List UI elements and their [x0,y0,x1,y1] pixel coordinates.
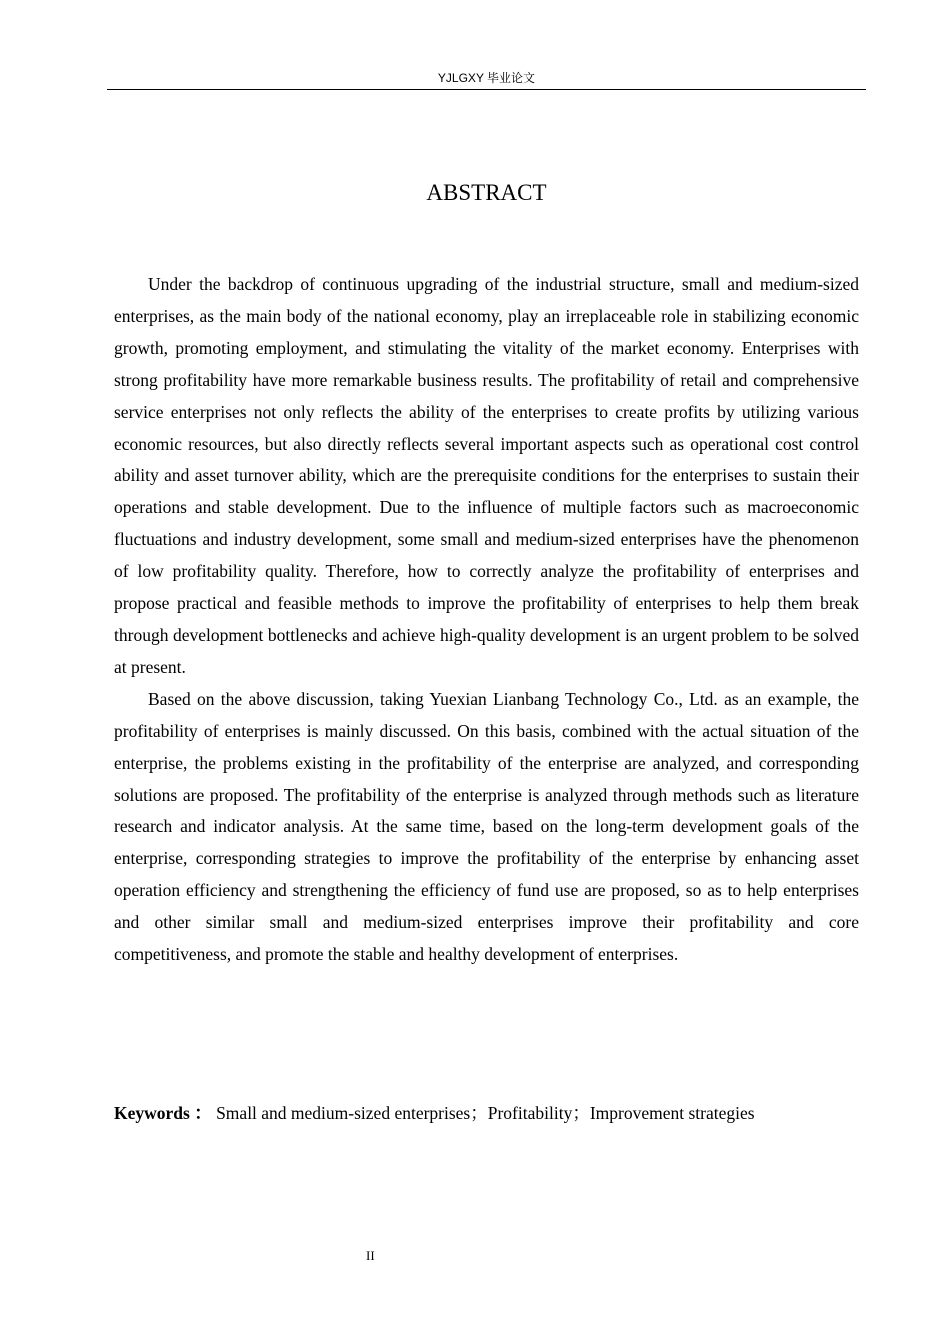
running-header: YJLGXY 毕业论文 [437,71,536,85]
keywords-line [114,1099,874,1127]
page-number: II [366,1248,375,1263]
abstract-paragraph-2: Based on the above discussion, taking Yuexian Lianbang Technology Co., Ltd. as an example, the profitability of enterprises is mainly discussed. On this basis, combined with the actual situation of the enterprise, the problems existing in the profitability of the enterprise are analyzed, and corresponding solutions are proposed. The profitability of the enterprise is analyzed through methods such as literature research and indicator analysis. At the same time, based on the long-term development goals of the enterprise, corresponding strategies to improve the profitability of the enterprise by enhancing asset operation efficiency and strengthening the efficiency of fund use are proposed, so as to help enterprises and other similar small and medium-sized enterprises improve their profitability and core competitiveness, and promote the stable and healthy development of enterprises. [114,688,859,965]
keywords-value: Small and medium-sized enterprises；Profitability；Improvement strategies [216,1103,755,1123]
abstract-body [114,269,859,971]
keywords-label: Keywords ： [114,1103,212,1123]
header-divider [107,89,866,90]
abstract-paragraph-1: Under the backdrop of continuous upgrading of the industrial structure, small and medium-sized enterprises, as the main body of the national economy, play an irreplaceable role in stabilizing economic growth, promoting employment, and stimulating the vitality of the market economy. Enterprises with strong profitability have more remarkable business results. The profitability of retail and comprehensive service enterprises not only reflects the ability of the enterprises to create profits by utilizing various economic resources, but also directly reflects several important aspects such as operational cost control ability and asset turnover ability, which are the prerequisite conditions for the enterprises to sustain their operations and stable development. Due to the influence of multiple factors such as macroeconomic fluctuations and industry development, some small and medium-sized enterprises have the phenomenon of low profitability quality. Therefore, how to correctly analyze the profitability of enterprises and propose practical and feasible methods to improve the profitability of enterprises to help them break through development bottlenecks and achieve high-quality development is an urgent problem to be solved at present. [114,274,859,677]
abstract-title: ABSTRACT [426,180,547,205]
